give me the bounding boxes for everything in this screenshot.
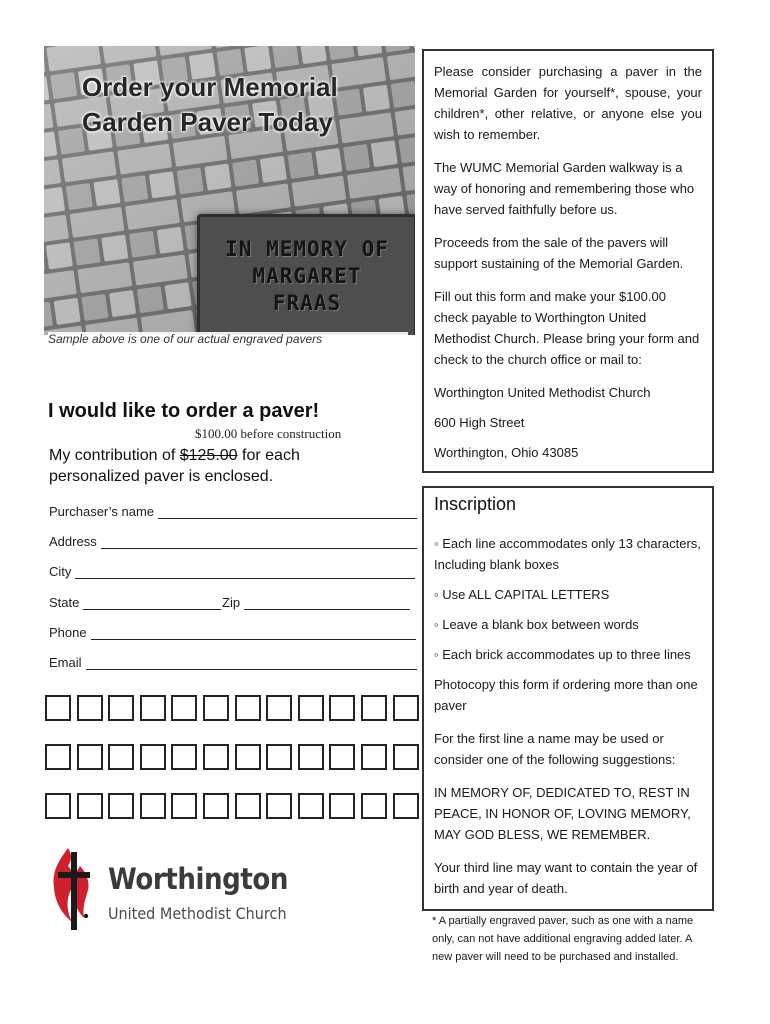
inscription-line-3-char-box[interactable] (203, 793, 229, 819)
inscription-line-1-char-box[interactable] (108, 695, 134, 721)
inscription-line-2-char-box[interactable] (329, 744, 355, 770)
inscription-line-2-char-box[interactable] (171, 744, 197, 770)
inscription-line-1-boxes (45, 695, 456, 721)
flame-icon (54, 848, 75, 922)
order-heading: I would like to order a paver! (48, 400, 320, 422)
cross-icon-vertical (71, 852, 77, 930)
suggestions-list: IN MEMORY OF, DEDICATED TO, REST IN PEACE, IN HONOR OF, LOVING MEMORY, MAY GOD BLESS, WE REMEMBER. (434, 785, 691, 842)
info-paragraph-1: Please consider purchasing a paver in the Memorial Garden for yourself*, spouse, your children*, other relative, or anyone else you wish to remember. (434, 64, 702, 142)
state-label: State (49, 595, 80, 610)
mail-address-line-3: Worthington, Ohio 43085 (434, 445, 579, 460)
inscription-title: Inscription (434, 494, 517, 514)
inscription-line-2-char-box[interactable] (77, 744, 103, 770)
partial-paver-footnote: * A partially engraved paver, such as one with a name only, can not have additional engraving added later. A new paver will need to be purchased and installed. (432, 915, 694, 963)
sample-paver-photo (44, 46, 415, 335)
inscription-line-1-char-box[interactable] (266, 695, 292, 721)
inscription-line-3-char-box[interactable] (235, 793, 261, 819)
cross-and-flame-icon (46, 844, 104, 934)
inscription-line-2-char-box[interactable] (140, 744, 166, 770)
purchaser-name-line[interactable] (158, 505, 417, 519)
address-line[interactable] (101, 535, 417, 549)
inscription-line-2-char-box[interactable] (45, 744, 71, 770)
price-note: $100.00 before construction (195, 426, 342, 441)
first-line-note: For the first line a name may be used or consider one of the following suggestions: (434, 731, 676, 767)
inscription-line-1-char-box[interactable] (298, 695, 324, 721)
cross-icon-horizontal (58, 872, 90, 878)
phone-line[interactable] (91, 626, 416, 640)
purchaser-name-field (49, 501, 417, 519)
inscription-line-2-boxes (45, 744, 456, 770)
state-field (49, 592, 221, 610)
mail-address-line-2: 600 High Street (434, 415, 525, 430)
state-line[interactable] (83, 596, 221, 610)
inscription-line-3-char-box[interactable] (298, 793, 324, 819)
photocopy-note: Photocopy this form if ordering more than one paver (434, 677, 698, 713)
inscription-line-1-char-box[interactable] (45, 695, 71, 721)
inscription-line-1-char-box[interactable] (77, 695, 103, 721)
inscription-line-2-char-box[interactable] (298, 744, 324, 770)
inscription-line-2-char-box[interactable] (108, 744, 134, 770)
inscription-line-3-char-box[interactable] (140, 793, 166, 819)
inscription-line-2-char-box[interactable] (203, 744, 229, 770)
phone-label: Phone (49, 625, 87, 640)
city-field (49, 561, 415, 579)
inscription-line-3-char-box[interactable] (393, 793, 419, 819)
old-price: $125.00 (179, 447, 238, 464)
email-line[interactable] (86, 656, 417, 670)
inscription-box (422, 486, 714, 911)
inscription-line-3-char-box[interactable] (108, 793, 134, 819)
inscription-line-3-char-box[interactable] (77, 793, 103, 819)
zip-field (222, 592, 410, 610)
inscription-line-3-char-box[interactable] (361, 793, 387, 819)
inscription-line-1-char-box[interactable] (329, 695, 355, 721)
photo-caption: Sample above is one of our actual engraved pavers (48, 332, 408, 346)
inscription-line-2-char-box[interactable] (393, 744, 419, 770)
church-logo (46, 844, 296, 934)
hero-title: Order your Memorial Garden Paver Today (82, 72, 338, 137)
phone-field (49, 622, 416, 640)
inscription-line-1-char-box[interactable] (140, 695, 166, 721)
third-line-note: Your third line may want to contain the year of birth and year of death. (434, 860, 698, 896)
zip-line[interactable] (244, 596, 410, 610)
engraved-paver-stone (197, 214, 415, 335)
info-paragraph-3: Proceeds from the sale of the pavers will support sustaining of the Memorial Garden. (434, 235, 684, 271)
contribution-text (49, 445, 379, 487)
inscription-line-1-char-box[interactable] (393, 695, 419, 721)
purchaser-name-label: Purchaser’s name (49, 504, 155, 519)
inscription-line-1-char-box[interactable] (235, 695, 261, 721)
info-paragraph-2: The WUMC Memorial Garden walkway is a way of honoring and remembering those who have served faithfully before us. (434, 160, 695, 217)
info-paragraph-4: Fill out this form and make your $100.00 check payable to Worthington United Methodist Church. Please bring your form and check to the church office or mail to: (434, 289, 700, 367)
inscription-rule-1: ◦ Each line accommodates only 13 characters, Including blank boxes (434, 536, 701, 572)
inscription-rule-3: ◦ Leave a blank box between words (434, 617, 639, 632)
stone-line-1: IN MEMORY OF (225, 236, 389, 261)
contribution-prefix: My contribution of (49, 447, 180, 464)
city-line[interactable] (75, 565, 415, 579)
inscription-line-2-char-box[interactable] (266, 744, 292, 770)
inscription-line-3-char-box[interactable] (266, 793, 292, 819)
inscription-line-1-char-box[interactable] (171, 695, 197, 721)
inscription-rule-2: ◦ Use ALL CAPITAL LETTERS (434, 587, 610, 602)
address-label: Address (49, 534, 97, 549)
inscription-line-3-char-box[interactable] (171, 793, 197, 819)
city-label: City (49, 564, 72, 579)
stone-line-3: FRAAS (272, 290, 342, 315)
inscription-line-3-char-box[interactable] (45, 793, 71, 819)
info-box (422, 49, 714, 473)
inscription-line-1-char-box[interactable] (361, 695, 387, 721)
contribution-suffix: for each personalized paver is enclosed. (49, 447, 300, 485)
email-field (49, 652, 417, 670)
inscription-line-3-boxes (45, 793, 456, 819)
inscription-line-2-char-box[interactable] (235, 744, 261, 770)
logo-church-name: Worthington (108, 862, 288, 896)
inscription-line-3-char-box[interactable] (329, 793, 355, 819)
logo-subtitle: United Methodist Church (108, 904, 287, 923)
email-label: Email (49, 655, 82, 670)
stone-line-2: MARGARET (252, 263, 362, 288)
inscription-line-1-char-box[interactable] (203, 695, 229, 721)
mail-address-line-1: Worthington United Methodist Church (434, 385, 651, 400)
zip-label: Zip (222, 595, 241, 610)
inscription-line-2-char-box[interactable] (361, 744, 387, 770)
inscription-rule-4: ◦ Each brick accommodates up to three lines (434, 647, 691, 662)
address-field (49, 531, 417, 549)
